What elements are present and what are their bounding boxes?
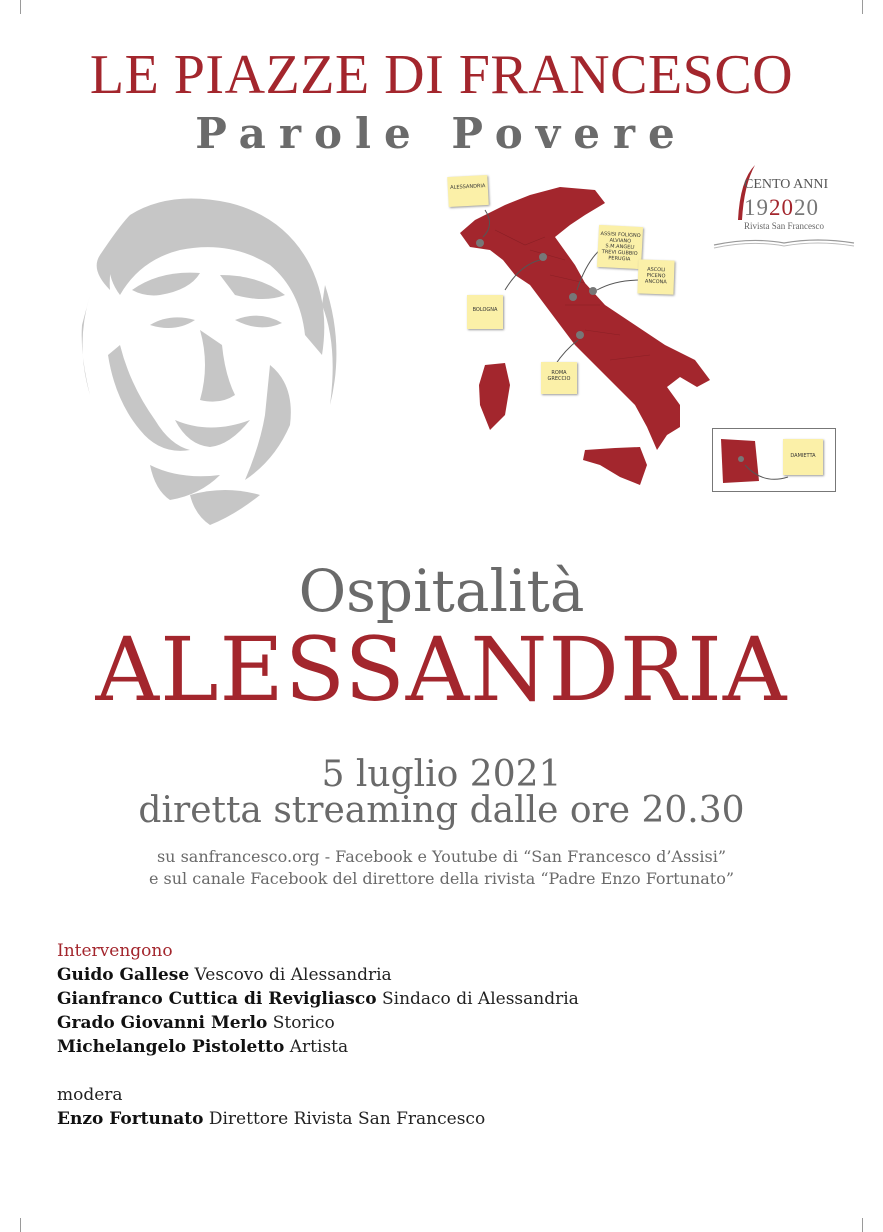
note-roma: ROMA GRECCIO xyxy=(541,362,577,394)
crop-mark-bottom-left xyxy=(20,1218,21,1232)
streaming-info-line1: su sanfrancesco.org - Facebook e Youtube di “San Francesco d’Assisi” xyxy=(156,847,727,866)
pin-ascoli xyxy=(589,287,597,295)
note-assisi: ASSISI FOLIGNO ALVIANO S.M.ANGELI TREVI GUBBIO PERUGIA xyxy=(597,225,643,269)
crop-mark-top-right xyxy=(862,0,863,14)
speaker-3: Grado Giovanni Merlo Storico xyxy=(57,1013,335,1033)
logo-line1: CENTO ANNI xyxy=(744,177,829,192)
pin-roma xyxy=(576,331,584,339)
pin-assisi xyxy=(569,293,577,301)
note-bologna: BOLOGNA xyxy=(467,295,503,329)
italy-map xyxy=(435,165,735,500)
speakers-heading: Intervengono xyxy=(57,941,173,961)
event-city: ALESSANDRIA xyxy=(95,618,788,721)
logo-year: 192020 xyxy=(744,195,819,220)
page-subtitle: Parole Povere xyxy=(195,109,688,158)
event-date: 5 luglio 2021 xyxy=(321,754,562,795)
moderator: Enzo Fortunato Direttore Rivista San Francesco xyxy=(57,1109,486,1129)
pin-bologna xyxy=(539,253,547,261)
streaming-info-line2: e sul canale Facebook del direttore della rivista “Padre Enzo Fortunato” xyxy=(148,869,735,888)
saint-portrait-illustration xyxy=(60,195,360,525)
event-theme: Ospitalità xyxy=(298,557,585,625)
pin-alessandria xyxy=(476,239,484,247)
event-stream-time: diretta streaming dalle ore 20.30 xyxy=(138,790,745,831)
note-ascoli: ASCOLI PICENO ANCONA xyxy=(637,259,674,294)
speaker-1: Guido Gallese Vescovo di Alessandria xyxy=(57,965,392,985)
map-inset-box xyxy=(712,428,836,492)
page-title: LE PIAZZE DI FRANCESCO xyxy=(89,44,794,106)
speaker-2: Gianfranco Cuttica di Revigliasco Sindaco di Alessandria xyxy=(57,989,579,1009)
book-swoosh-icon xyxy=(712,235,857,249)
sicily xyxy=(583,447,647,485)
moderator-heading: modera xyxy=(57,1085,123,1105)
note-damietta: DAMIETTA xyxy=(783,439,823,475)
speaker-4: Michelangelo Pistoletto Artista xyxy=(57,1037,349,1057)
note-alessandria: ALESSANDRIA xyxy=(447,175,489,207)
crop-mark-top-left xyxy=(20,0,21,14)
logo-line3: Rivista San Francesco xyxy=(744,221,824,231)
cento-anni-logo xyxy=(710,165,860,255)
crop-mark-bottom-right xyxy=(862,1218,863,1232)
sardinia xyxy=(479,363,510,430)
